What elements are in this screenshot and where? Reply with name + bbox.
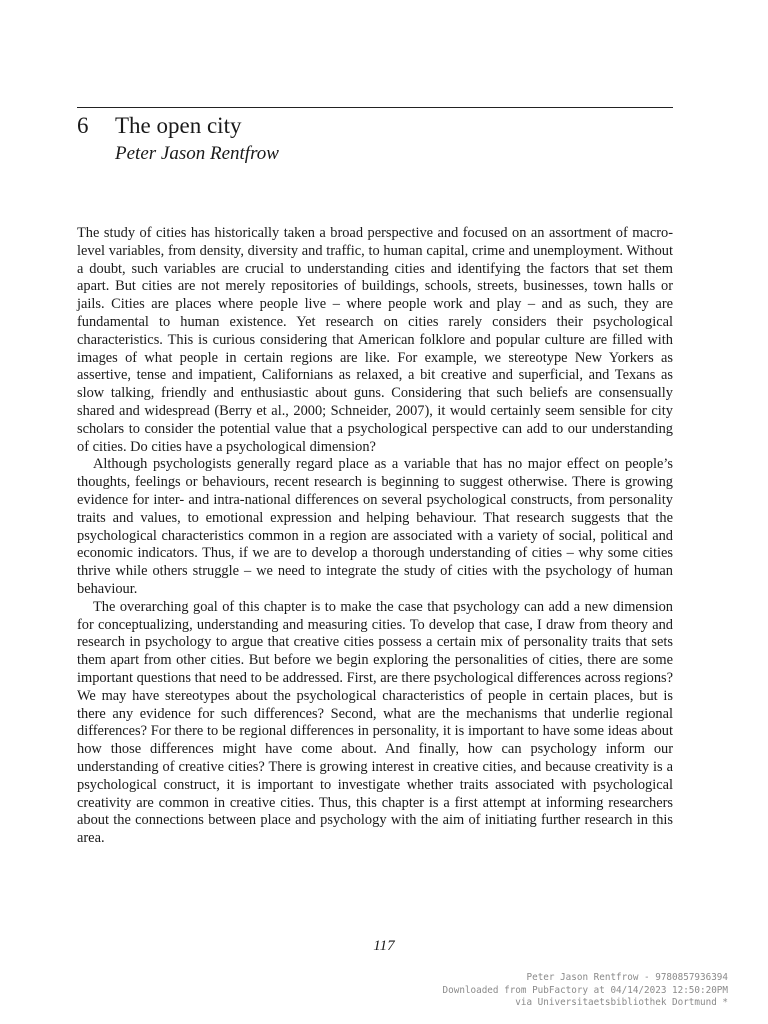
watermark-line: via Universitaetsbibliothek Dortmund * xyxy=(515,997,728,1008)
chapter-top-rule xyxy=(77,107,673,108)
watermark-line: Peter Jason Rentfrow - 9780857936394 xyxy=(526,972,728,983)
paragraph: The overarching goal of this chapter is to make the case that psychology can add a new dimension for conceptualizing, understanding and measuring cities. To develop that case, I draw from theory and research in psychology to argue that creative cities possess a certain mix of personality traits that sets them apart from other cities. But before we begin exploring the personalities of cities, there are some important questions that need to be addressed. First, are there psychological differences across regions? We may have stereotypes about the psychological characteristics of people in certain places, but is there any evidence for such differences? Second, what are the mechanisms that underlie regional differences? For there to be regional differences in personality, it is important to have some ideas about how those differences might have come about. And finally, how can psychology inform our understanding of creative cities? There is growing interest in creative cities, and because creativity is a psychological construct, it is important to investigate whether traits associated with psychological creativity are common in creative cities. Thus, this chapter is a first attempt at informing researchers about the connections between place and psychology with the aim of initiating further research in this area. xyxy=(77,598,673,847)
body-text xyxy=(77,225,673,848)
download-watermark xyxy=(328,972,728,1010)
paragraph: The study of cities has historically taken a broad perspective and focused on an assortment of macro-level variables, from density, diversity and traffic, to human capital, crime and unemployment. Without a doubt, such variables are crucial to understanding cities and identifying the factors that set them apart. But cities are not merely repositories of buildings, schools, streets, businesses, town halls or jails. Cities are places where people live – where people work and play – and as such, they are fundamental to human existence. Yet research on cities rarely considers their psychological characteristics. This is curious considering that American folklore and popular culture are filled with images of what people in certain regions are like. For example, we stereotype New Yorkers as assertive, tense and impatient, Californians as relaxed, a bit creative and superficial, and Texans as slow talking, friendly and enthusiastic about guns. Considering that such beliefs are consensually shared and widespread (Berry et al., 2000; Schneider, 2007), it would certainly seem sensible for city scholars to consider the potential value that a psychological perspective can add to our understanding of cities. Do cities have a psychological dimension? xyxy=(77,225,673,455)
watermark-line: Downloaded from PubFactory at 04/14/2023 12:50:20PM xyxy=(442,984,728,996)
chapter-author: Peter Jason Rentfrow xyxy=(115,143,279,164)
chapter-title: The open city xyxy=(115,113,242,138)
chapter-heading xyxy=(77,112,673,140)
page-number: 117 xyxy=(373,938,395,954)
chapter-number: 6 xyxy=(77,113,89,138)
paragraph: Although psychologists generally regard place as a variable that has no major effect on people’s thoughts, feelings or behaviours, recent research is beginning to suggest otherwise. There is growing evidence for inter- and intra-national differences on several psychological constructs, from personality traits and values, to emotional expression and helping behaviour. That research suggests that the psychological characteristics common in a region are associated with a variety of social, political and economic indicators. Thus, if we are to develop a thorough understanding of cities – why some cities thrive while others struggle – we need to integrate the study of cities with the psychology of human behaviour. xyxy=(77,456,673,597)
